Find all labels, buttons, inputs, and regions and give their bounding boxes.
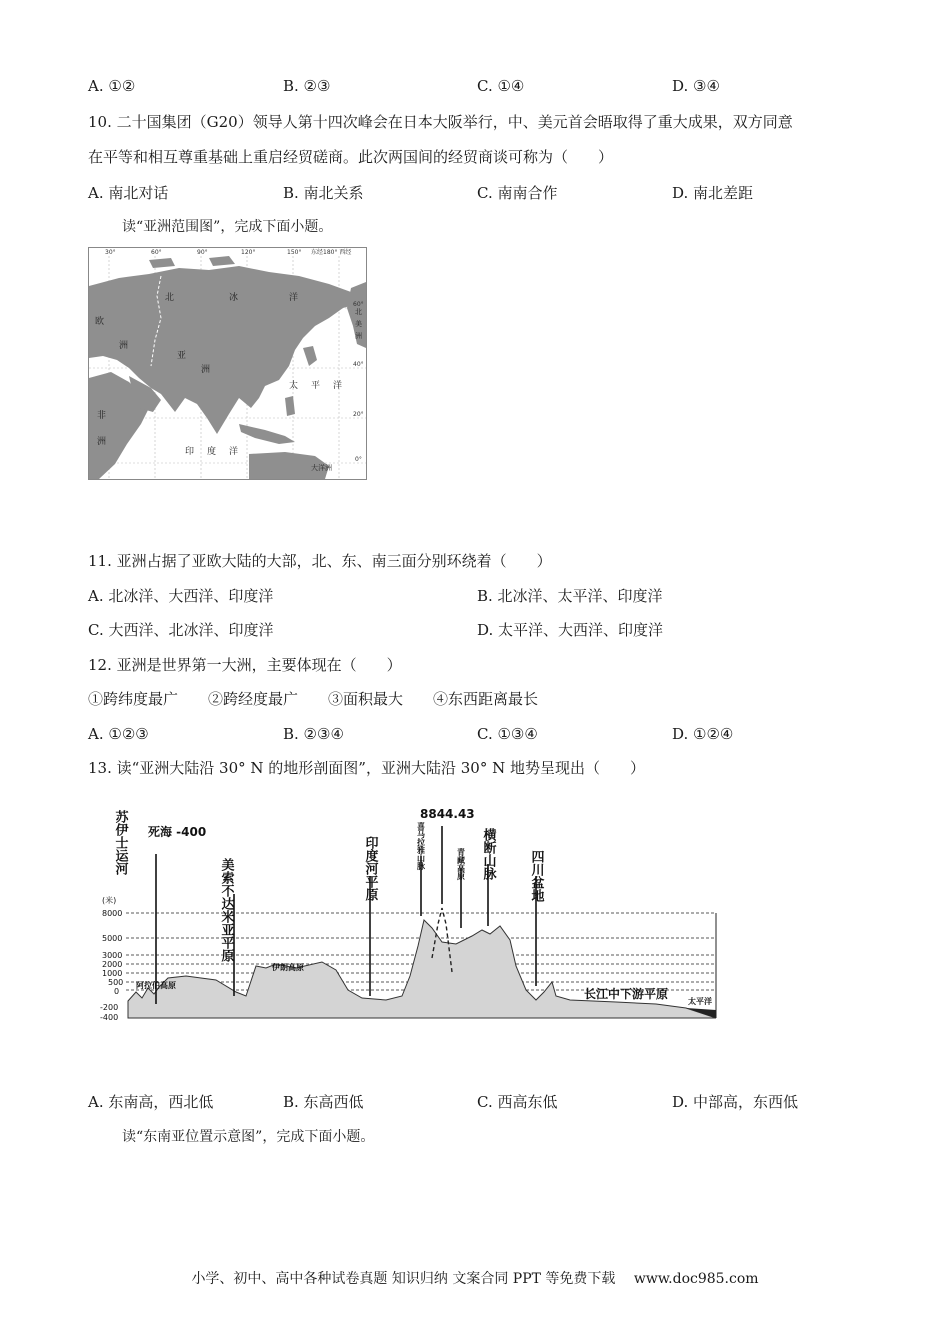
profile-label-indus: 印度河平原 [362,836,378,901]
q13-option-c: C. 西高东低 [477,1093,558,1111]
q9-option-b: B. ②③ [283,77,331,95]
map-label-yin: 印 [185,447,195,457]
q11-stem: 11. 亚洲占据了亚欧大陆的大部，北、东、南三面分别环绕着（ ） [88,552,552,570]
map-label-zhou3: 洲 [97,437,107,447]
profile-label-deadsea: 死海 -400 [148,825,207,839]
map-label-zhou2: 洲 [201,365,211,375]
q11-option-a: A. 北冰洋、大西洋、印度洋 [88,587,274,605]
q13-option-b: B. 东高西低 [283,1093,364,1111]
profile-label-pacific: 太平洋 [688,997,712,1006]
q12-option-b: B. ②③④ [283,725,344,743]
page-footer: 小学、初中、高中各种试卷真题 知识归纳 文案合同 PPT 等免费下载 www.doc985.com [191,1271,759,1287]
profile-tick-2000: 2000 [102,960,123,969]
map-label-bing: 冰 [229,293,239,303]
map-label-ping: 平 [311,381,321,391]
profile-tick-0: 0 [114,987,120,996]
q13-option-a: A. 东南高，西北低 [88,1093,214,1111]
map-label-ya: 亚 [177,351,187,361]
profile-tick-1000: 1000 [102,969,123,978]
profile-tick-500: 500 [108,978,124,987]
q12-choices: ①跨纬度最广 ②跨经度最广 ③面积最大 ④东西距离最长 [88,690,539,708]
map-label-bei: 北 [165,293,175,303]
map-lat-0: 0° [355,456,362,463]
profile-label-mesopotamia: 美索不达米亚平原 [218,858,234,962]
q11-option-b: B. 北冰洋、太平洋、印度洋 [477,587,663,605]
map-label-yang2: 洋 [333,381,343,391]
q12-stem: 12. 亚洲是世界第一大洲，主要体现在（ ） [88,656,402,674]
q10-option-a: A. 南北对话 [88,184,169,202]
q10-option-c: C. 南南合作 [477,184,558,202]
map-lon-60: 60° [151,249,162,256]
q11-option-c: C. 大西洋、北冰洋、印度洋 [88,621,274,639]
map-label-yang1: 洋 [289,293,299,303]
q9-option-d: D. ③④ [672,77,720,95]
q12-option-a: A. ①②③ [88,725,149,743]
q12-option-d: D. ①②④ [672,725,734,743]
map-label-ou: 欧 [95,317,105,327]
q10-option-d: D. 南北差距 [672,184,754,202]
q11-option-d: D. 太平洋、大西洋、印度洋 [477,621,664,639]
map-lon-150: 150° [287,249,302,256]
map-label-du: 度 [207,447,217,457]
southeast-asia-intro: 读“东南亚位置示意图”，完成下面小题。 [122,1129,375,1145]
profile-tick-3000: 3000 [102,951,123,960]
profile-label-qingzang: 青藏高原 [456,848,466,880]
map-lon-90: 90° [197,249,208,256]
map-lon-180: 东经180° 西经 [311,249,352,256]
profile-label-iran: 伊朗高原 [272,963,304,972]
map-lat-20: 20° [353,411,364,418]
q10-option-b: B. 南北关系 [283,184,364,202]
q12-option-c: C. ①③④ [477,725,538,743]
map-lon-30: 30° [105,249,116,256]
terrain-profile-figure [96,796,720,1026]
map-label-tai: 太 [289,381,299,391]
q9-option-c: C. ①④ [477,77,525,95]
map-lat-40: 40° [353,361,364,368]
profile-label-suez: 苏伊士运河 [112,810,128,875]
profile-peak-label: 8844.43 [420,807,475,821]
map-lon-120: 120° [241,249,256,256]
map-lat-60: 60° [353,301,364,308]
profile-label-arabia: 阿拉伯高原 [136,981,176,990]
profile-tick-8000: 8000 [102,909,123,918]
profile-label-himalaya: 喜马拉雅山脉 [416,822,426,870]
q10-stem-line1: 10. 二十国集团（G20）领导人第十四次峰会在日本大阪举行，中、美元首会晤取得了重大成果，双方同意 [88,113,793,131]
profile-label-changjiang: 长江中下游平原 [584,987,669,1001]
q13-option-d: D. 中部高，东西低 [672,1093,799,1111]
map-label-na-bei: 北 [355,308,362,316]
map-label-yang3: 洋 [229,447,239,457]
map-label-zhou1: 洲 [119,341,129,351]
q9-option-a: A. ①② [88,77,136,95]
map-label-na-zhou: 洲 [355,332,362,340]
map-label-na-mei: 美 [355,320,362,328]
profile-tick-minus400: -400 [100,1013,119,1022]
profile-tick-minus200: -200 [100,1003,119,1012]
asia-range-map [88,247,367,480]
profile-unit: (米) [102,896,117,905]
profile-label-hengduan: 横断山脉 [480,828,496,880]
asia-map-intro: 读“亚洲范围图”，完成下面小题。 [122,219,333,235]
map-label-oceania: 大洋洲 [311,464,332,472]
profile-label-sichuan: 四川盆地 [528,850,544,902]
profile-tick-5000: 5000 [102,934,123,943]
q13-stem: 13. 读“亚洲大陆沿 30° N 的地形剖面图”，亚洲大陆沿 30° N 地势呈现出（ ） [88,759,645,777]
q10-stem-line2: 在平等和相互尊重基础上重启经贸磋商。此次两国间的经贸商谈可称为（ ） [88,148,614,166]
map-label-fei: 非 [97,411,107,421]
